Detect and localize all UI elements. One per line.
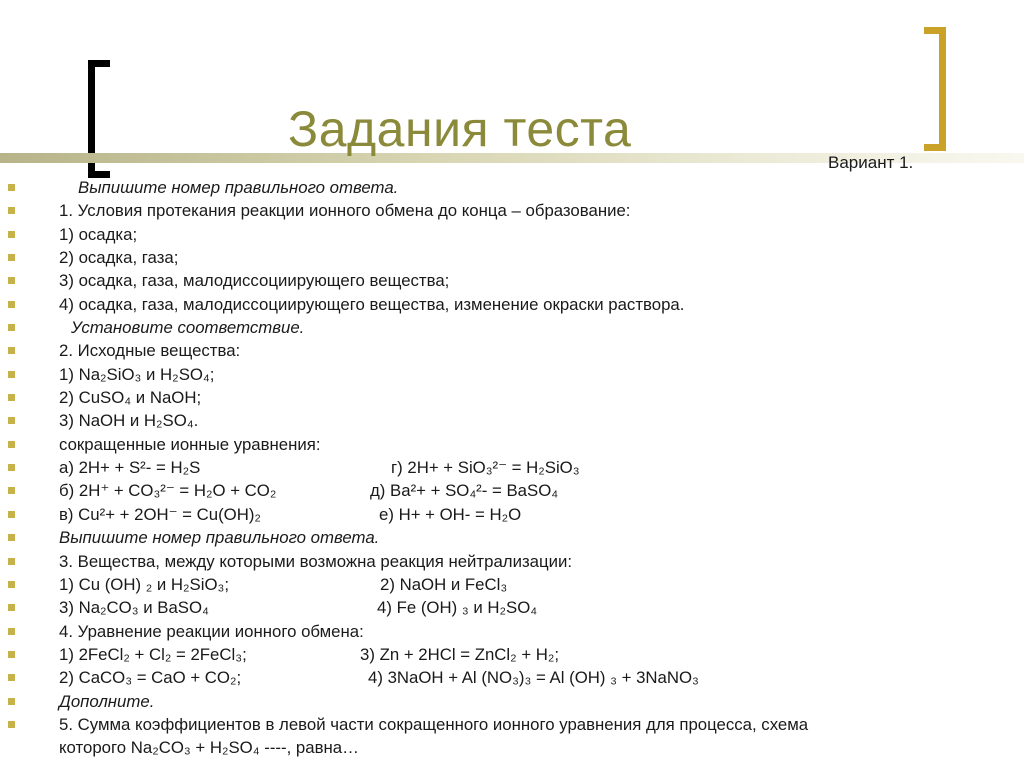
test-content	[8, 176, 1008, 760]
answer-option: 2) осадка, газа;	[59, 248, 179, 268]
bullet-icon	[8, 511, 15, 518]
list-item	[8, 736, 1008, 759]
instruction-text: Установите соответствие.	[71, 318, 305, 338]
bullet-icon	[8, 301, 15, 308]
answer-option: 3) осадка, газа, малодиссоциирующего вещества;	[59, 271, 450, 291]
bullet-icon	[8, 394, 15, 401]
list-item	[8, 690, 1008, 713]
bullet-icon	[8, 464, 15, 471]
list-item	[8, 269, 1008, 292]
answer-option: 4) Fe (OH) ₃ и H₂SO₄	[377, 598, 538, 618]
list-item	[8, 573, 1008, 596]
instruction-text: Выпишите номер правильного ответа.	[59, 528, 380, 548]
equation-left: в) Cu²+ + 2OH⁻ = Cu(OH)₂	[59, 504, 261, 524]
list-item	[8, 713, 1008, 736]
question-text: 1. Условия протекания реакции ионного обмена до конца – образование:	[59, 201, 631, 221]
answer-option: 2) CuSO₄ и NaOH;	[59, 388, 202, 408]
list-item	[8, 316, 1008, 339]
instruction-text: Выпишите номер правильного ответа.	[78, 178, 399, 197]
list-item	[8, 620, 1008, 643]
list-item	[8, 339, 1008, 362]
answer-option: 4) осадка, газа, малодиссоциирующего вещества, изменение окраски раствора.	[59, 294, 685, 314]
right-bracket-decoration	[924, 27, 946, 151]
bullet-icon	[8, 371, 15, 378]
answer-option: 4) 3NaOH + Al (NO₃)₃ = Al (OH) ₃ + 3NaNO₃	[368, 668, 699, 688]
answer-option: 1) Na₂SiO₃ и H₂SO₄;	[59, 364, 215, 384]
page-title: Задания теста	[288, 101, 632, 157]
question-text: 3. Вещества, между которыми возможна реакция нейтрализации:	[59, 551, 572, 571]
list-item	[8, 643, 1008, 666]
list-item	[8, 199, 1008, 222]
list-item	[8, 596, 1008, 619]
bullet-icon	[8, 207, 15, 214]
answer-option: 1) Cu (OH) ₂ и H₂SiO₃;	[59, 574, 230, 594]
bullet-icon	[8, 651, 15, 658]
equation-right: д) Ba²+ + SO₄²- = BaSO₄	[370, 481, 559, 501]
equation-left: б) 2H⁺ + CO₃²⁻ = H₂O + CO₂	[59, 481, 277, 501]
bullet-icon	[8, 254, 15, 261]
bullet-icon	[8, 277, 15, 284]
list-item	[8, 526, 1008, 549]
answer-option: 1) 2FeCl₂ + Cl₂ = 2FeCl₃;	[59, 644, 247, 664]
bullet-icon	[8, 604, 15, 611]
bullet-icon	[8, 581, 15, 588]
question-text: 5. Сумма коэффициентов в левой части сокращенного ионного уравнения для процесса, схема	[59, 714, 809, 734]
answer-option: 3) NaOH и H₂SO₄.	[59, 411, 199, 431]
bullet-icon	[8, 441, 15, 448]
bullet-icon	[8, 324, 15, 331]
bullet-icon	[8, 417, 15, 424]
list-item	[8, 479, 1008, 502]
list-item	[8, 223, 1008, 246]
answer-option: 3) Zn + 2HCl = ZnCl₂ + H₂;	[360, 644, 560, 664]
bullet-icon	[8, 674, 15, 681]
list-item	[8, 666, 1008, 689]
list-item	[8, 550, 1008, 573]
bullet-icon	[8, 628, 15, 635]
list-item	[8, 293, 1008, 316]
question-text: 4. Уравнение реакции ионного обмена:	[59, 621, 364, 641]
bullet-icon	[8, 184, 15, 191]
equation-right: е) H+ + OH- = H₂O	[379, 504, 522, 524]
list-item	[8, 503, 1008, 526]
question-text: сокращенные ионные уравнения:	[59, 434, 321, 454]
list-item	[8, 176, 1008, 199]
question-text: 2. Исходные вещества:	[59, 341, 241, 361]
list-item	[8, 433, 1008, 456]
list-item	[8, 409, 1008, 432]
list-item	[8, 363, 1008, 386]
answer-option: 1) осадка;	[59, 224, 138, 244]
bullet-icon	[8, 487, 15, 494]
answer-option: 2) CaCO₃ = CaO + CO₂;	[59, 668, 242, 688]
bullet-icon	[8, 347, 15, 354]
list-item	[8, 386, 1008, 409]
bullet-icon	[8, 231, 15, 238]
answer-option: 2) NaOH и FeCl₃	[380, 574, 508, 594]
answer-option: 3) Na₂CO₃ и BaSO₄	[59, 598, 209, 618]
bullet-icon	[8, 534, 15, 541]
bullet-icon	[8, 698, 15, 705]
list-item	[8, 456, 1008, 479]
instruction-text: Дополните.	[59, 691, 155, 711]
equation-right: г) 2H+ + SiO₃²⁻ = H₂SiO₃	[391, 458, 580, 478]
question-text: которого Na₂CO₃ + H₂SO₄ ----, равна…	[59, 738, 359, 758]
variant-label: Вариант 1.	[828, 153, 914, 172]
equation-left: а) 2H+ + S²- = H₂S	[59, 458, 201, 478]
bullet-icon	[8, 558, 15, 565]
bullet-icon	[8, 721, 15, 728]
list-item	[8, 246, 1008, 269]
